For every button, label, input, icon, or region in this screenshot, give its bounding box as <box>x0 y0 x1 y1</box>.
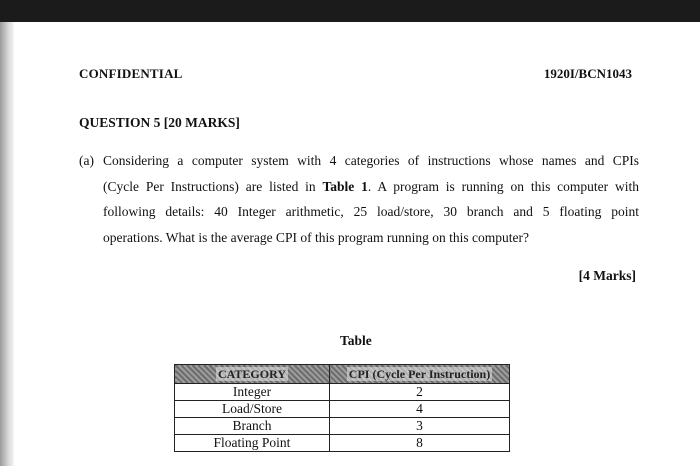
header-category <box>175 365 330 384</box>
header-cpi <box>330 365 510 384</box>
table-caption: Table <box>340 333 372 348</box>
table-header-row <box>175 365 510 384</box>
header-category-text: CATEGORY <box>217 367 287 381</box>
header-cpi-text: CPI (Cycle Per Instruction) <box>348 367 491 381</box>
table-row <box>175 401 510 418</box>
marks-label: [4 Marks] <box>578 268 636 283</box>
table-reference: Table 1 <box>322 178 368 194</box>
part-label: (a) <box>79 153 94 168</box>
question-line-2-b: . A program is running on this computer with <box>367 178 639 194</box>
question-line-2-a: (Cycle Per Instructions) are listed in <box>103 178 316 194</box>
question-title: QUESTION 5 [20 MARKS] <box>79 115 240 130</box>
top-dark-border <box>0 0 700 22</box>
cpi-cell: 2 <box>330 384 510 401</box>
category-cell: Branch <box>175 418 330 435</box>
table-row <box>175 418 510 435</box>
course-code: 1920I/BCN1043 <box>543 66 632 81</box>
question-line-2 <box>79 174 639 200</box>
cpi-cell: 3 <box>330 418 510 435</box>
question-line-1: Considering a computer system with 4 categories of instructions whose names and CPIs <box>103 153 639 168</box>
cpi-table <box>174 364 510 452</box>
cpi-cell: 8 <box>330 435 510 452</box>
category-cell: Integer <box>175 384 330 401</box>
category-cell: Floating Point <box>175 435 330 452</box>
category-cell: Load/Store <box>175 401 330 418</box>
question-line-3: following details: 40 Integer arithmetic, 25 load/store, 30 branch and 5 floating point <box>103 204 639 219</box>
table-row <box>175 435 510 452</box>
confidential-label: CONFIDENTIAL <box>79 66 183 81</box>
page-edge-shadow <box>0 22 14 466</box>
question-line-4: operations. What is the average CPI of this program running on this computer? <box>103 229 530 245</box>
table-row <box>175 384 510 401</box>
cpi-cell: 4 <box>330 401 510 418</box>
question-paragraph <box>79 148 639 250</box>
